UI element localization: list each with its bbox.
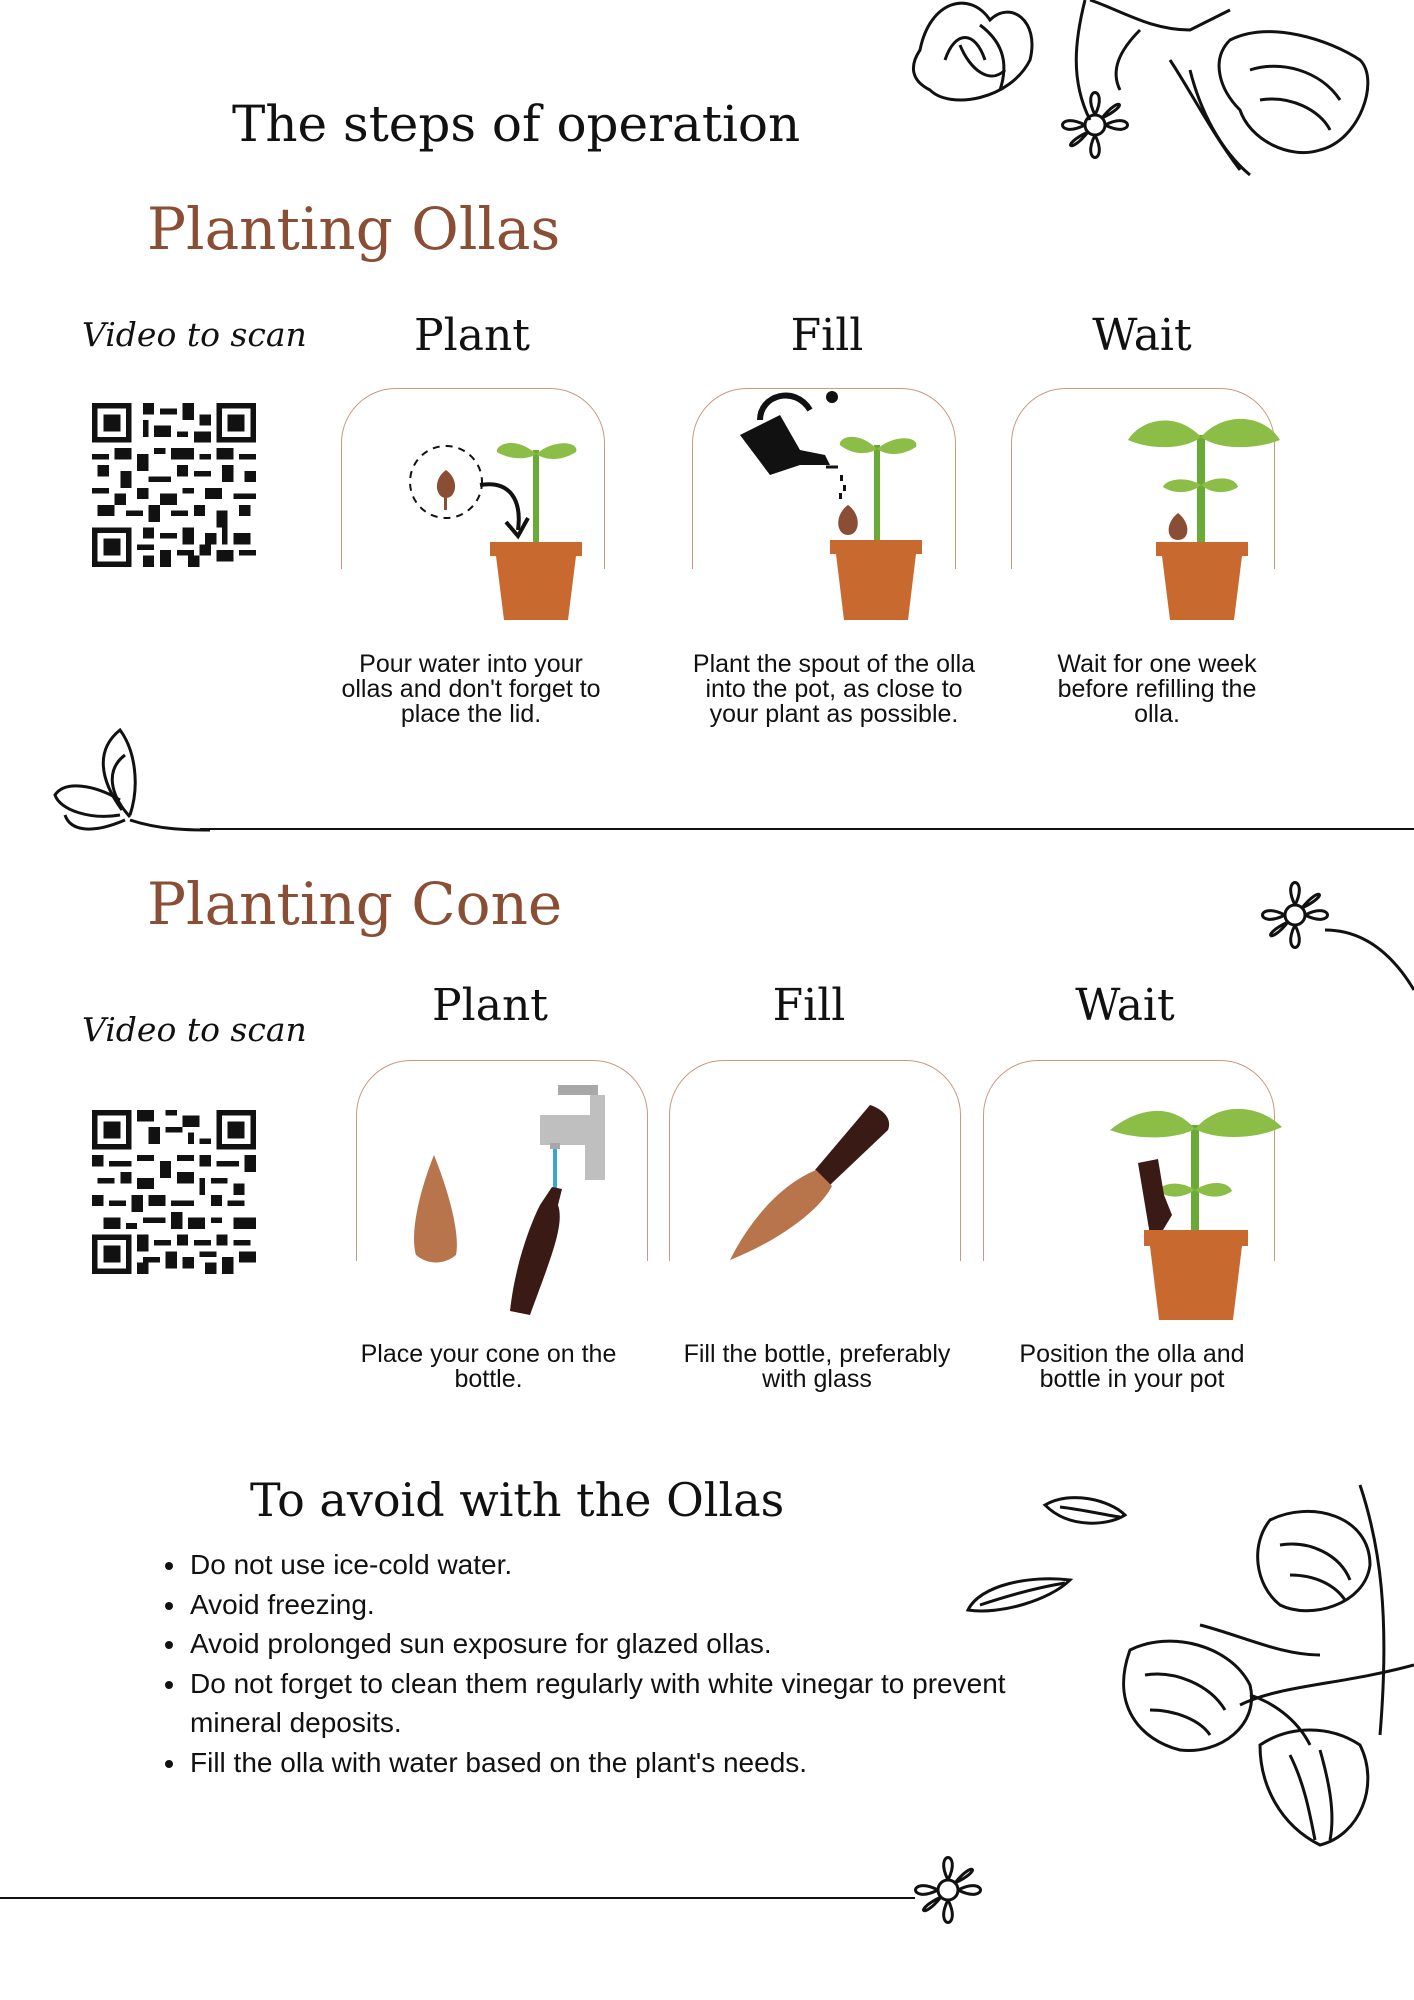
step-caption-plant: Pour water into your ollas and don't forget to place the lid. bbox=[341, 650, 601, 728]
step-title-plant: Plant bbox=[414, 310, 530, 361]
step-title-wait: Wait bbox=[1075, 980, 1175, 1031]
step-caption-fill: Fill the bottle, preferably with glass bbox=[683, 1340, 951, 1393]
video-label: Video to scan bbox=[82, 315, 307, 354]
floral-illustration-left bbox=[50, 725, 210, 840]
step-title-plant: Plant bbox=[432, 980, 548, 1031]
qr-code[interactable] bbox=[92, 403, 256, 567]
video-label: Video to scan bbox=[82, 1010, 307, 1049]
list-item: • Avoid freezing. bbox=[188, 1585, 1088, 1625]
grown-plant-illustration bbox=[1120, 405, 1290, 625]
floral-illustration-bottom-center bbox=[900, 1840, 1000, 1940]
list-item: • Fill the olla with water based on the plant's needs. bbox=[188, 1743, 1088, 1783]
step-caption-plant: Place your cone on the bottle. bbox=[360, 1340, 617, 1393]
step-title-fill: Fill bbox=[790, 310, 864, 361]
cone-bottle-tap-illustration bbox=[390, 1075, 630, 1335]
bottle-in-pot-illustration bbox=[1100, 1085, 1290, 1325]
avoid-list bbox=[150, 1545, 1088, 1782]
list-item: • Avoid prolonged sun exposure for glazed ollas. bbox=[188, 1624, 1088, 1664]
step-title-wait: Wait bbox=[1092, 310, 1192, 361]
plant-seed-illustration bbox=[400, 430, 600, 630]
cone-on-bottle-illustration bbox=[720, 1100, 900, 1270]
small-flower-icon bbox=[1063, 93, 1128, 158]
step-caption-wait: Wait for one week before refilling the olla. bbox=[1057, 650, 1257, 728]
page-title: The steps of operation bbox=[232, 95, 801, 153]
list-item: • Do not use ice-cold water. bbox=[188, 1545, 1088, 1585]
list-item: • Do not forget to clean them regularly with white vinegar to prevent mineral deposits. bbox=[188, 1664, 1088, 1743]
section-divider bbox=[200, 828, 1414, 830]
avoid-section-title: To avoid with the Ollas bbox=[250, 1473, 785, 1527]
qr-code[interactable] bbox=[92, 1110, 256, 1274]
section-title-cone: Planting Cone bbox=[147, 870, 563, 938]
floral-illustration-top-right bbox=[890, 0, 1410, 190]
step-caption-wait: Position the olla and bottle in your pot bbox=[1019, 1340, 1245, 1393]
watering-can-illustration bbox=[730, 375, 930, 625]
bottom-divider bbox=[0, 1897, 915, 1899]
step-caption-fill: Plant the spout of the olla into the pot, as close to your plant as possible. bbox=[692, 650, 976, 728]
section-title-ollas: Planting Ollas bbox=[147, 195, 561, 263]
step-title-fill: Fill bbox=[772, 980, 846, 1031]
